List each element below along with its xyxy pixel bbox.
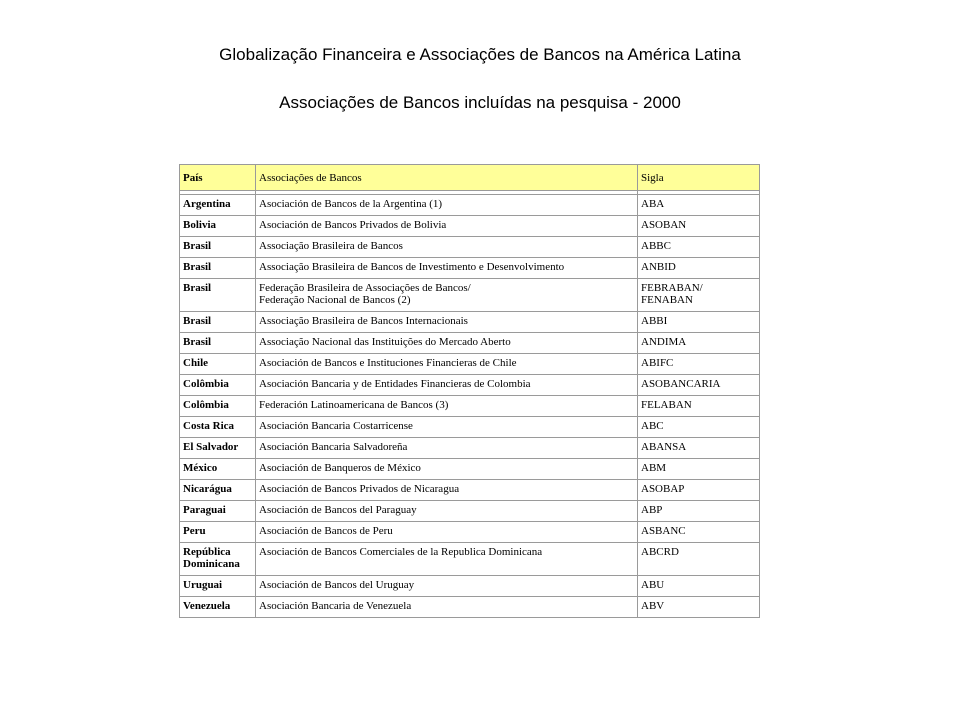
country-cell: Brasil <box>180 312 256 333</box>
acronym-cell: ABU <box>638 576 760 597</box>
acronym-cell: ABBI <box>638 312 760 333</box>
acronym-cell: ANDIMA <box>638 333 760 354</box>
association-cell: Asociación de Banqueros de México <box>256 459 638 480</box>
country-cell: Costa Rica <box>180 417 256 438</box>
country-cell: Nicarágua <box>180 480 256 501</box>
country-cell: El Salvador <box>180 438 256 459</box>
country-cell: Brasil <box>180 279 256 312</box>
country-cell: Colômbia <box>180 375 256 396</box>
table-row <box>180 195 760 216</box>
association-cell: Associação Nacional das Instituições do Mercado Aberto <box>256 333 638 354</box>
association-cell: Asociación Bancaria Costarricense <box>256 417 638 438</box>
association-cell: Asociación de Bancos Privados de Bolivia <box>256 216 638 237</box>
slide-title: Globalização Financeira e Associações de Bancos na América Latina <box>219 45 741 64</box>
table-row <box>180 543 760 576</box>
table-row <box>180 480 760 501</box>
acronym-cell: ABC <box>638 417 760 438</box>
association-cell: Associação Brasileira de Bancos de Investimento e Desenvolvimento <box>256 258 638 279</box>
acronym-cell: ANBID <box>638 258 760 279</box>
association-cell: Asociación de Bancos e Instituciones Financieras de Chile <box>256 354 638 375</box>
country-cell: Peru <box>180 522 256 543</box>
association-cell: Asociación de Bancos del Paraguay <box>256 501 638 522</box>
country-cell: Chile <box>180 354 256 375</box>
table-row <box>180 216 760 237</box>
association-cell: Asociación Bancaria de Venezuela <box>256 597 638 618</box>
slide-subtitle: Associações de Bancos incluídas na pesquisa - 2000 <box>279 93 681 112</box>
association-cell: Asociación de Bancos de la Argentina (1) <box>256 195 638 216</box>
table-row <box>180 279 760 312</box>
table-row <box>180 438 760 459</box>
country-cell: México <box>180 459 256 480</box>
country-cell: Argentina <box>180 195 256 216</box>
country-cell: Brasil <box>180 333 256 354</box>
acronym-cell: ABM <box>638 459 760 480</box>
acronym-cell: ABANSA <box>638 438 760 459</box>
acronym-cell: ASOBANCARIA <box>638 375 760 396</box>
table-row <box>180 333 760 354</box>
table-row <box>180 522 760 543</box>
banks-table-body <box>180 165 760 618</box>
association-cell: Associação Brasileira de Bancos Internacionais <box>256 312 638 333</box>
table-row <box>180 258 760 279</box>
table-row <box>180 417 760 438</box>
acronym-cell: FEBRABAN/ FENABAN <box>638 279 760 312</box>
association-cell: Asociación Bancaria Salvadoreña <box>256 438 638 459</box>
table-row <box>180 501 760 522</box>
association-cell: Federação Brasileira de Associações de Bancos/ Federação Nacional de Bancos (2) <box>256 279 638 312</box>
country-cell: Paraguai <box>180 501 256 522</box>
association-cell: Asociación de Bancos Comerciales de la Republica Dominicana <box>256 543 638 576</box>
table-row <box>180 459 760 480</box>
association-cell: Asociación de Bancos de Peru <box>256 522 638 543</box>
acronym-cell: ASOBAP <box>638 480 760 501</box>
table-row <box>180 354 760 375</box>
acronym-cell: ASBANC <box>638 522 760 543</box>
association-cell: Asociación de Bancos del Uruguay <box>256 576 638 597</box>
country-cell: Venezuela <box>180 597 256 618</box>
country-cell: Brasil <box>180 237 256 258</box>
table-row <box>180 375 760 396</box>
country-cell: Uruguai <box>180 576 256 597</box>
acronym-cell: ABIFC <box>638 354 760 375</box>
banks-table <box>179 164 760 618</box>
acronym-cell: ASOBAN <box>638 216 760 237</box>
association-cell: Asociación Bancaria y de Entidades Financieras de Colombia <box>256 375 638 396</box>
table-row <box>180 237 760 258</box>
table-header-row <box>180 165 760 191</box>
table-row <box>180 396 760 417</box>
table-row <box>180 312 760 333</box>
header-acronym: Sigla <box>638 165 760 191</box>
acronym-cell: ABBC <box>638 237 760 258</box>
table-row <box>180 597 760 618</box>
country-cell: República Dominicana <box>180 543 256 576</box>
acronym-cell: ABA <box>638 195 760 216</box>
association-cell: Federación Latinoamericana de Bancos (3) <box>256 396 638 417</box>
country-cell: Brasil <box>180 258 256 279</box>
association-cell: Asociación de Bancos Privados de Nicaragua <box>256 480 638 501</box>
acronym-cell: ABCRD <box>638 543 760 576</box>
acronym-cell: ABV <box>638 597 760 618</box>
acronym-cell: FELABAN <box>638 396 760 417</box>
header-country: País <box>180 165 256 191</box>
table-row <box>180 576 760 597</box>
acronym-cell: ABP <box>638 501 760 522</box>
country-cell: Colômbia <box>180 396 256 417</box>
header-association: Associações de Bancos <box>256 165 638 191</box>
association-cell: Associação Brasileira de Bancos <box>256 237 638 258</box>
country-cell: Bolivia <box>180 216 256 237</box>
